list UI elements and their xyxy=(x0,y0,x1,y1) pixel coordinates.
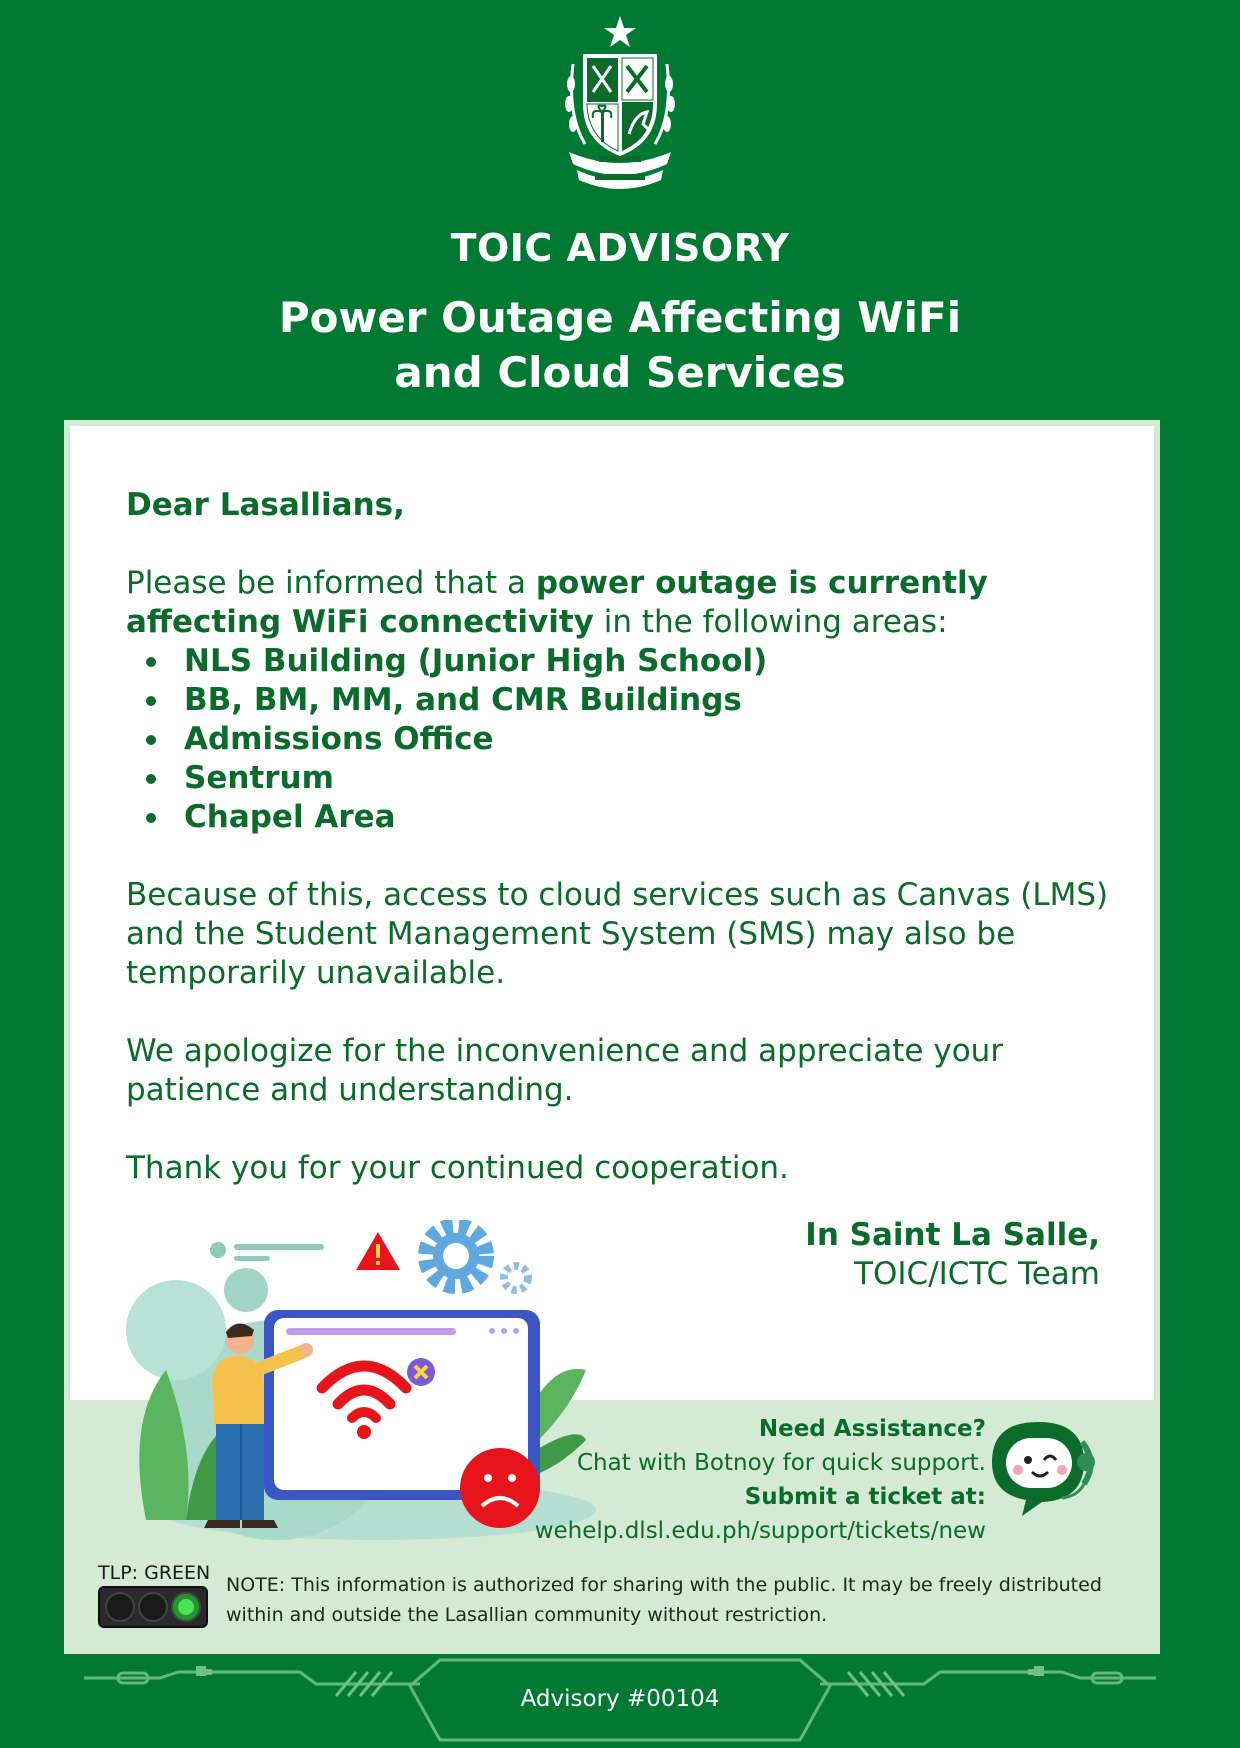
warning-icon xyxy=(356,1232,400,1270)
ticket-label: Submit a ticket at: xyxy=(744,1484,986,1510)
intro-paragraph xyxy=(126,564,1136,642)
page-title xyxy=(0,290,1240,400)
tlp-note: NOTE: This information is authorized for sharing with the public. It may be freely distributed within and outside the Lasallian community without restriction. xyxy=(226,1574,1102,1626)
traffic-light-green-icon xyxy=(98,1586,208,1628)
assistance-box xyxy=(535,1412,986,1548)
intro-suffix: in the following areas: xyxy=(593,604,948,640)
advisory-number: Advisory #00104 xyxy=(520,1686,720,1712)
list-item: Admissions Office xyxy=(144,720,1136,759)
tlp-label: TLP: GREEN xyxy=(98,1562,211,1584)
list-item: Sentrum xyxy=(144,759,1136,798)
list-item: NLS Building (Junior High School) xyxy=(144,642,1136,681)
impact-paragraph: Because of this, access to cloud services such as Canvas (LMS) and the Student Management System (SMS) may also be temporarily unavailable. xyxy=(126,877,1109,991)
ticket-link[interactable]: wehelp.dlsl.edu.ph/support/tickets/new xyxy=(534,1518,986,1544)
botnoy-chat-icon[interactable] xyxy=(982,1412,1108,1522)
list-item: BB, BM, MM, and CMR Buildings xyxy=(144,681,1136,720)
gear-icon xyxy=(426,1226,528,1290)
message-body xyxy=(126,486,1136,1227)
signoff xyxy=(805,1216,1100,1294)
assistance-chat-text: Chat with Botnoy for quick support. xyxy=(576,1450,986,1476)
signoff-line-1: In Saint La Salle, xyxy=(805,1217,1100,1253)
thanks-paragraph: Thank you for your continued cooperation. xyxy=(126,1150,789,1186)
title-line-1: Power Outage Affecting WiFi xyxy=(278,293,962,342)
assistance-heading: Need Assistance? xyxy=(758,1416,986,1442)
advisory-panel xyxy=(64,420,1160,1654)
dlsl-crest-icon xyxy=(555,14,685,194)
sad-face-icon xyxy=(460,1448,540,1528)
list-item: Chapel Area xyxy=(144,798,1136,837)
intro-bold: power outage is currently affecting WiFi connectivity xyxy=(126,565,988,640)
title-line-2: and Cloud Services xyxy=(394,348,846,397)
signoff-line-2: TOIC/ICTC Team xyxy=(854,1256,1100,1292)
intro-prefix: Please be informed that a xyxy=(126,565,536,601)
affected-areas-list xyxy=(144,642,1136,837)
greeting: Dear Lasallians, xyxy=(126,487,405,523)
advisory-kicker: TOIC ADVISORY xyxy=(450,226,790,270)
apology-paragraph: We apologize for the inconvenience and appreciate your patience and understanding. xyxy=(126,1033,1004,1108)
